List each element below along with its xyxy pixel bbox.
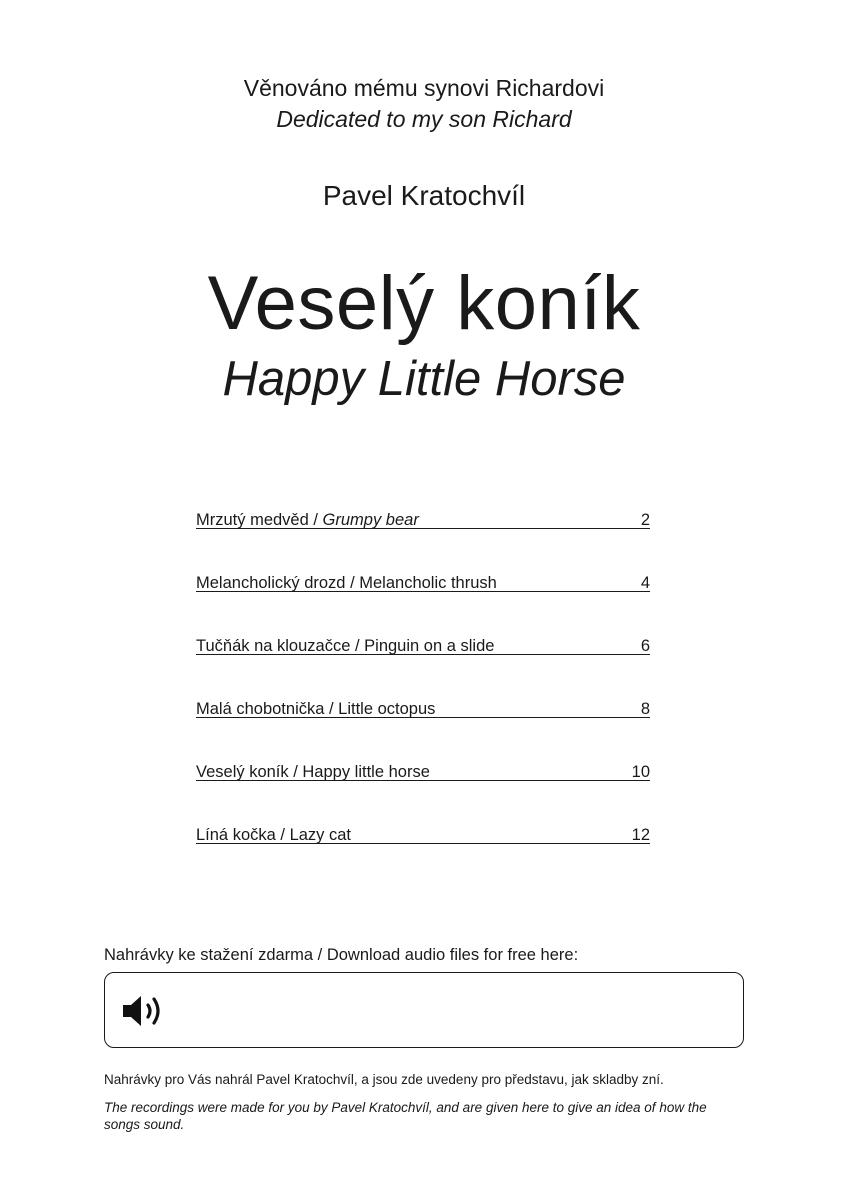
title-english: Happy Little Horse bbox=[222, 352, 626, 406]
toc-entry-happy-little-horse[interactable] bbox=[196, 758, 650, 781]
toc-entry-title-cz: Mrzutý medvěd / bbox=[196, 511, 323, 529]
toc-entry-little-octopus[interactable] bbox=[196, 695, 650, 718]
dedication-english: Dedicated to my son Richard bbox=[276, 106, 572, 132]
toc-entry-title bbox=[196, 509, 419, 531]
toc-entry-title-en: Pinguin on a slide bbox=[364, 637, 495, 655]
toc-entry-title-en: Melancholic thrush bbox=[359, 574, 497, 592]
toc-page-number: 6 bbox=[640, 637, 650, 655]
title-czech: Veselý koník bbox=[207, 261, 641, 346]
toc-entry-title bbox=[196, 761, 430, 783]
toc-entry-pinguin-on-a-slide[interactable] bbox=[196, 632, 650, 655]
toc-entry-title bbox=[196, 698, 435, 720]
toc-entry-title bbox=[196, 635, 494, 657]
recording-note-english: The recordings were made for you by Pavel Kratochvíl, and are given here to give an idea of how the songs sound. bbox=[104, 1100, 707, 1132]
toc-page-number: 8 bbox=[640, 700, 650, 718]
toc-entry-title bbox=[196, 572, 497, 594]
toc-entry-lazy-cat[interactable] bbox=[196, 821, 650, 844]
speaker-icon[interactable] bbox=[121, 993, 167, 1029]
table-of-contents bbox=[196, 506, 650, 884]
toc-entry-title-cz: Líná kočka / bbox=[196, 826, 290, 844]
toc-entry-title-cz: Malá chobotnička / bbox=[196, 700, 339, 718]
audio-download-label: Nahrávky ke stažení zdarma / Download audio files for free here: bbox=[104, 946, 579, 964]
toc-entry-title-en: Lazy cat bbox=[289, 826, 352, 844]
recording-note-czech: Nahrávky pro Vás nahrál Pavel Kratochvíl, a jsou zde uvedeny pro představu, jak skladby zní. bbox=[104, 1072, 664, 1087]
toc-page-number: 12 bbox=[631, 826, 650, 844]
composer-name: Pavel Kratochvíl bbox=[322, 180, 526, 211]
toc-page-number: 2 bbox=[640, 511, 650, 529]
toc-entry-title-cz: Tučňák na klouzačce / bbox=[196, 637, 365, 655]
toc-entry-title-en: Happy little horse bbox=[302, 763, 430, 781]
toc-entry-title-cz: Veselý koník / bbox=[196, 763, 303, 781]
dedication-czech: Věnováno mému synovi Richardovi bbox=[243, 75, 605, 101]
toc-entry-grumpy-bear[interactable] bbox=[196, 506, 650, 529]
toc-entry-title bbox=[196, 824, 351, 846]
audio-download-box[interactable] bbox=[104, 972, 744, 1048]
toc-page-number: 10 bbox=[631, 763, 650, 781]
toc-entry-melancholic-thrush[interactable] bbox=[196, 569, 650, 592]
toc-page-number: 4 bbox=[640, 574, 650, 592]
toc-entry-title-en: Little octopus bbox=[338, 700, 436, 718]
toc-entry-title-en: Grumpy bear bbox=[322, 511, 419, 529]
toc-entry-title-cz: Melancholický drozd / bbox=[196, 574, 360, 592]
